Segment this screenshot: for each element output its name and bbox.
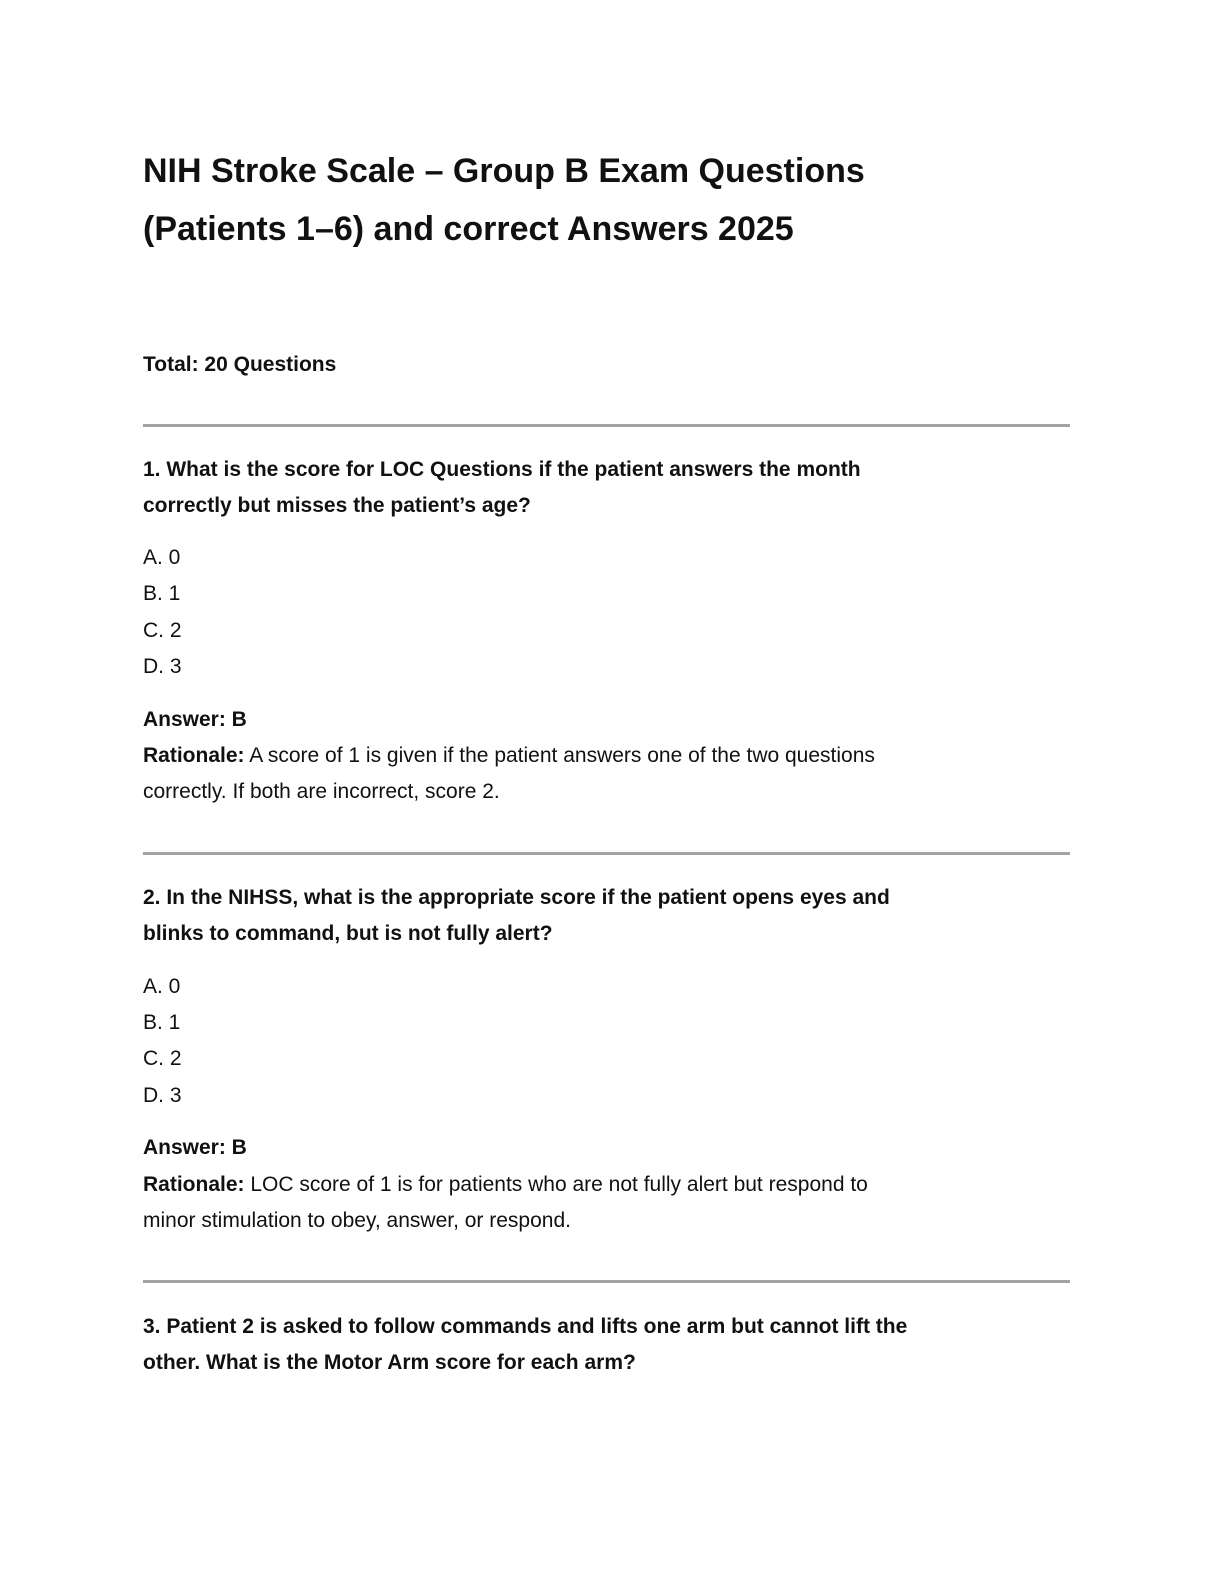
answer: Answer: B: [143, 708, 247, 731]
rationale-text: correctly. If both are incorrect, score 2.: [143, 780, 500, 803]
option-b: B. 1: [143, 1011, 181, 1034]
option-a: A. 0: [143, 546, 181, 569]
rationale-text: LOC score of 1 is for patients who are not fully alert but respond to: [244, 1173, 868, 1196]
rationale: [143, 738, 875, 774]
rationale-text: minor stimulation to obey, answer, or respond.: [143, 1209, 571, 1232]
question-1-text: 1. What is the score for LOC Questions if the patient answers the month: [143, 458, 861, 481]
question-2-text: blinks to command, but is not fully alert?: [143, 922, 553, 945]
rationale-label: Rationale:: [143, 1173, 245, 1196]
rationale-text: A score of 1 is given if the patient answers one of the two questions: [244, 744, 875, 767]
rationale: [143, 1167, 868, 1203]
option-d: D. 3: [143, 655, 182, 678]
option-c: C. 2: [143, 1047, 182, 1070]
answer: Answer: B: [143, 1136, 247, 1159]
page-title-line-1: NIH Stroke Scale – Group B Exam Questions: [143, 152, 865, 190]
divider: [143, 1280, 1070, 1283]
question-1-text: correctly but misses the patient’s age?: [143, 494, 531, 517]
divider: [143, 852, 1070, 855]
option-b: B. 1: [143, 582, 181, 605]
question-3-text: other. What is the Motor Arm score for each arm?: [143, 1351, 636, 1374]
rationale-label: Rationale:: [143, 744, 245, 767]
question-2-text: 2. In the NIHSS, what is the appropriate score if the patient opens eyes and: [143, 886, 890, 909]
option-d: D. 3: [143, 1084, 182, 1107]
question-3-text: 3. Patient 2 is asked to follow commands and lifts one arm but cannot lift the: [143, 1315, 908, 1338]
page-title-line-2: (Patients 1–6) and correct Answers 2025: [143, 210, 794, 248]
option-a: A. 0: [143, 975, 181, 998]
option-c: C. 2: [143, 619, 182, 642]
total-questions: Total: 20 Questions: [143, 353, 337, 376]
divider: [143, 424, 1070, 427]
